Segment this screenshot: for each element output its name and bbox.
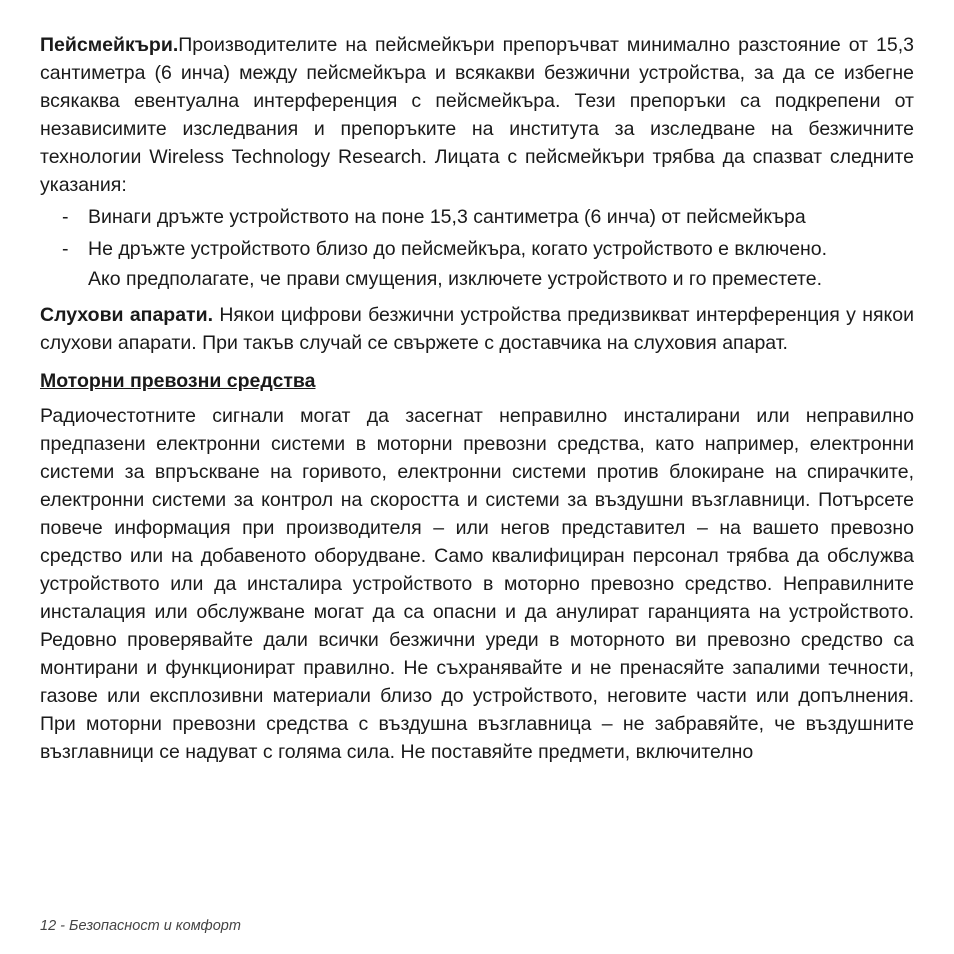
bullet-dash: - [62, 238, 69, 260]
list-item-continuation: Ако предполагате, че прави смущения, изключете устройството и го преместете. [88, 268, 822, 290]
pacemakers-paragraph [40, 31, 914, 199]
bullet-dash: - [62, 206, 69, 228]
hearing-aids-heading: Слухови апарати. [40, 304, 214, 326]
pacemakers-heading: Пейсмейкъри. [40, 34, 179, 56]
list-item [40, 203, 914, 231]
vehicles-heading: Моторни превозни средства [40, 370, 316, 392]
hearing-aids-paragraph [40, 301, 914, 357]
pacemakers-text: Производителите на пейсмейкъри препоръчват минимално разстояние от 15,3 сантиметра (6 инча) между пейсмейкъра и всякакви безжични устройства, за да се избегне всякаква евентуална интерференция с пейсмейкъра. Тези препоръки са подкрепени от независимите изследвания и препоръките на института за изследване на безжичните технологии Wireless Technology Research. Лицата с пейсмейкъри трябва да спазват следните указания: [40, 34, 914, 196]
hearing-aids-text: Някои цифрови безжични устройства предизвикват интерференция у някои слухови апарати. При такъв случай се свържете с доставчика на слуховия апарат. [40, 304, 915, 354]
list-item-text: Не дръжте устройството близо до пейсмейкъра, когато устройството е включено. [88, 238, 828, 260]
pacemaker-guidelines-list [40, 203, 914, 263]
vehicles-paragraph: Радиочестотните сигнали могат да засегнат неправилно инсталирани или неправилно предпазени електронни системи в моторни превозни средства, като например, електронни системи за впръскване на горивото, електронни системи против блокиране на спирачките, електронни системи за контрол на скоростта и системи за въздушни възглавници. Потърсете повече информация при производителя – или негов представител – на вашето превозно средство или на добавеното оборудване. Само квалифициран персонал трябва да обслужва устройството или да инсталира устройството в моторно превозно средство. Неправилните инсталация или обслужване могат да са опасни и да анулират гаранцията на устройството. Редовно проверявайте дали всички безжични уреди в моторното ви превозно средство са монтирани и функционират правилно. Не съхранявайте и не пренасяйте запалими течности, газове или експлозивни материали близо до устройството, неговите части или допълнения. При моторни превозни средства с въздушна възглавница – не забравяйте, че въздушните възглавници се надуват с голяма сила. Не поставяйте предмети, включително [40, 405, 914, 763]
list-item [40, 235, 914, 263]
page-footer: 12 - Безопасност и комфорт [40, 918, 241, 934]
list-item-text: Винаги дръжте устройството на поне 15,3 сантиметра (6 инча) от пейсмейкъра [88, 206, 806, 228]
document-page [40, 31, 914, 766]
